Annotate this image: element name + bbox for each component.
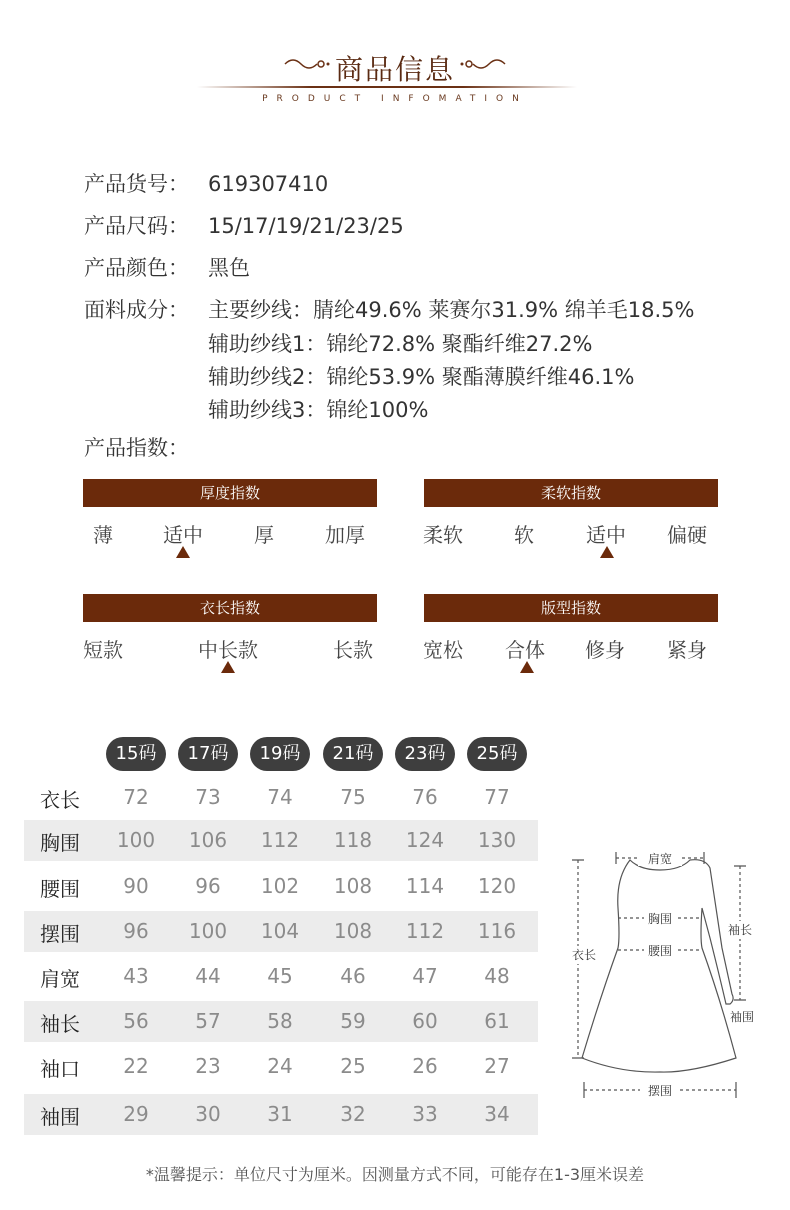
length-option: 中长款	[198, 638, 258, 662]
table-row	[24, 1046, 538, 1087]
table-cell: 120	[477, 874, 517, 898]
header-divider	[197, 86, 577, 88]
table-cell: 96	[195, 874, 221, 898]
table-cell: 30	[195, 1102, 221, 1126]
size-pill: 19码	[250, 737, 310, 771]
table-cell: 58	[267, 1009, 293, 1033]
thickness-selected-marker-icon	[176, 546, 190, 558]
table-cell: 118	[333, 828, 373, 852]
size-pill: 25码	[467, 737, 527, 771]
table-cell: 29	[123, 1102, 149, 1126]
table-cell: 45	[267, 964, 293, 988]
color-row	[84, 252, 250, 282]
table-cell: 130	[477, 828, 517, 852]
fit-selected-marker-icon	[520, 661, 534, 673]
table-cell: 116	[477, 919, 517, 943]
color-value: 黑色	[208, 256, 250, 280]
fabric-line: 主要纱线：腈纶49.6% 莱赛尔31.9% 绵羊毛18.5%	[208, 298, 695, 322]
row-label: 袖口	[40, 1057, 80, 1081]
size-row	[84, 210, 404, 240]
table-cell: 31	[267, 1102, 293, 1126]
sleeve-label: 袖长	[727, 923, 753, 937]
table-cell: 23	[195, 1054, 221, 1078]
table-cell: 34	[484, 1102, 510, 1126]
table-cell: 106	[188, 828, 228, 852]
length-label: 衣长	[571, 948, 597, 962]
right-ornament-icon	[459, 54, 507, 74]
thickness-option: 加厚	[325, 523, 365, 547]
table-cell: 22	[123, 1054, 149, 1078]
size-value: 15/17/19/21/23/25	[208, 214, 404, 238]
row-label: 摆围	[40, 922, 80, 946]
size-pill: 15码	[106, 737, 166, 771]
page-title: 商品信息	[334, 53, 455, 86]
length-selected-marker-icon	[221, 661, 235, 673]
row-label: 袖长	[40, 1012, 80, 1036]
table-cell: 100	[116, 828, 156, 852]
hem-label: 摆围	[647, 1084, 673, 1098]
table-cell: 102	[260, 874, 300, 898]
fit-option: 修身	[585, 638, 625, 662]
softness-option: 柔软	[423, 523, 463, 547]
table-cell: 60	[412, 1009, 438, 1033]
fabric-line: 辅助纱线2：锦纶53.9% 聚酯薄膜纤维46.1%	[208, 365, 635, 389]
softness-option: 软	[514, 523, 534, 547]
table-row	[24, 1094, 538, 1135]
table-cell: 108	[333, 874, 373, 898]
length-option: 短款	[83, 638, 123, 662]
thickness-option: 适中	[163, 523, 203, 547]
fit-option: 合体	[505, 638, 545, 662]
table-row	[24, 866, 538, 907]
table-cell: 27	[484, 1054, 510, 1078]
table-cell: 114	[405, 874, 445, 898]
shoulder-label: 肩宽	[647, 852, 673, 866]
table-cell: 74	[267, 785, 293, 809]
table-cell: 112	[260, 828, 300, 852]
waist-label: 腰围	[647, 944, 673, 958]
table-cell: 43	[123, 964, 149, 988]
table-cell: 75	[340, 785, 366, 809]
fabric-line: 辅助纱线1：锦纶72.8% 聚酯纤维27.2%	[208, 332, 593, 356]
page-subtitle: PRODUCT INFOMATION	[262, 94, 528, 104]
table-cell: 47	[412, 964, 438, 988]
table-cell: 112	[405, 919, 445, 943]
measurement-note: *温馨提示：单位尺寸为厘米。因测量方式不同，可能存在1-3厘米误差	[145, 1165, 645, 1184]
table-cell: 44	[195, 964, 221, 988]
table-row	[24, 911, 538, 952]
softness-index-title: 柔软指数	[424, 479, 718, 507]
size-label: 产品尺码：	[84, 214, 189, 238]
table-cell: 25	[340, 1054, 366, 1078]
table-cell: 48	[484, 964, 510, 988]
length-option: 长款	[333, 638, 373, 662]
table-cell: 26	[412, 1054, 438, 1078]
fit-index-title: 版型指数	[424, 594, 718, 622]
table-cell: 100	[188, 919, 228, 943]
softness-option: 偏硬	[667, 523, 707, 547]
table-row	[24, 1001, 538, 1042]
table-cell: 61	[484, 1009, 510, 1033]
chest-label: 胸围	[647, 912, 673, 926]
table-cell: 96	[123, 919, 149, 943]
table-cell: 108	[333, 919, 373, 943]
table-row	[24, 956, 538, 997]
table-cell: 73	[195, 785, 221, 809]
table-cell: 72	[123, 785, 149, 809]
size-pill: 21码	[323, 737, 383, 771]
table-row	[24, 820, 538, 861]
fabric-line: 辅助纱线3：锦纶100%	[208, 398, 429, 422]
length-index-title: 衣长指数	[83, 594, 377, 622]
softness-selected-marker-icon	[600, 546, 614, 558]
row-label: 肩宽	[40, 967, 80, 991]
table-cell: 57	[195, 1009, 221, 1033]
table-row	[24, 777, 538, 818]
table-cell: 32	[340, 1102, 366, 1126]
item-number-value: 619307410	[208, 172, 329, 196]
size-pill: 23码	[395, 737, 455, 771]
index-label: 产品指数：	[84, 436, 189, 460]
fit-option: 紧身	[667, 638, 707, 662]
thickness-index-title: 厚度指数	[83, 479, 377, 507]
fit-option: 宽松	[423, 638, 463, 662]
table-cell: 59	[340, 1009, 366, 1033]
table-cell: 56	[123, 1009, 149, 1033]
size-pill: 17码	[178, 737, 238, 771]
item-number-row	[84, 168, 328, 198]
row-label: 袖围	[40, 1105, 80, 1129]
color-label: 产品颜色：	[84, 256, 189, 280]
table-cell: 90	[123, 874, 149, 898]
item-number-label: 产品货号：	[84, 172, 189, 196]
section-header	[0, 0, 790, 120]
fabric-label: 面料成分：	[84, 298, 189, 322]
table-cell: 124	[405, 828, 445, 852]
thickness-option: 厚	[254, 523, 274, 547]
row-label: 胸围	[40, 831, 80, 855]
table-cell: 104	[260, 919, 300, 943]
softness-option: 适中	[586, 523, 626, 547]
row-label: 衣长	[40, 788, 80, 812]
cuff-label: 袖围	[729, 1010, 755, 1024]
table-cell: 33	[412, 1102, 438, 1126]
thickness-option: 薄	[93, 523, 113, 547]
table-cell: 24	[267, 1054, 293, 1078]
dress-measurement-diagram	[560, 828, 780, 1103]
table-cell: 46	[340, 964, 366, 988]
row-label: 腰围	[40, 877, 80, 901]
table-cell: 76	[412, 785, 438, 809]
table-cell: 77	[484, 785, 510, 809]
